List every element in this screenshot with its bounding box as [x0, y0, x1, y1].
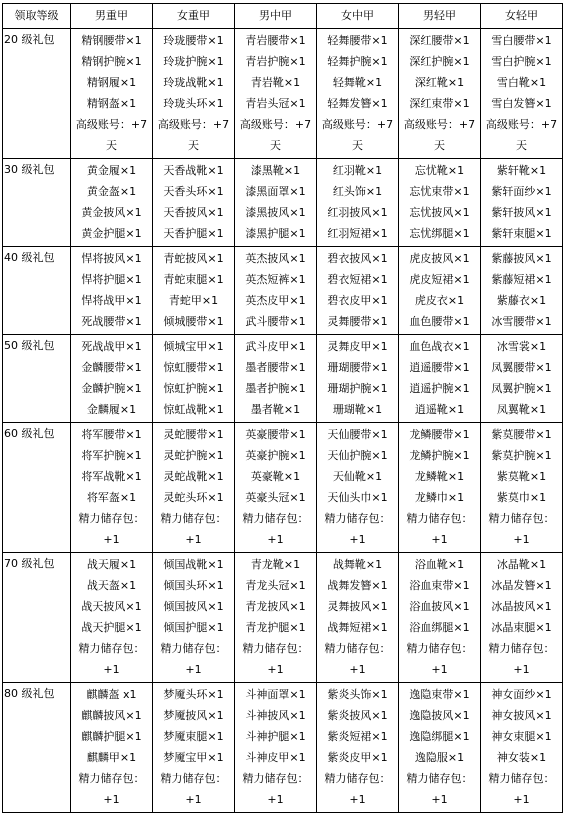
reward-item: 神女披风×1 — [491, 709, 552, 722]
reward-cell — [153, 553, 235, 683]
reward-item: 天 — [434, 139, 445, 152]
reward-item: +1 — [267, 793, 284, 806]
reward-item: 逸隐披风×1 — [409, 709, 470, 722]
level-cell — [3, 335, 71, 423]
reward-item: 高级账号：+7 — [485, 118, 558, 131]
reward-item: 灵蛇头环×1 — [163, 491, 224, 504]
reward-item: 英豪靴×1 — [250, 470, 301, 483]
reward-item: 斗神披风×1 — [245, 709, 306, 722]
reward-item: 龙鳞靴×1 — [414, 470, 465, 483]
reward-cell — [153, 335, 235, 423]
reward-item: 虎皮短裙×1 — [409, 273, 470, 286]
reward-item: 悍将战甲×1 — [81, 294, 142, 307]
reward-item: 倾城腰带×1 — [163, 315, 224, 328]
reward-cell — [399, 247, 481, 335]
reward-item: 精钢腰带×1 — [81, 34, 142, 47]
reward-cell — [71, 159, 153, 247]
reward-item: 金麟腰带×1 — [81, 361, 142, 374]
reward-item: 深红靴×1 — [414, 76, 465, 89]
table-row — [3, 247, 563, 335]
reward-item: 冰晶披风×1 — [491, 600, 552, 613]
reward-item: 轻舞发簪×1 — [327, 97, 388, 110]
reward-item: 惊虹护腕×1 — [163, 382, 224, 395]
reward-item: 精力储存包： — [160, 512, 227, 525]
reward-item: 紫炎短裙×1 — [327, 730, 388, 743]
reward-item: 神女束腿×1 — [491, 730, 552, 743]
reward-item: 神女装×1 — [496, 751, 547, 764]
reward-cell — [235, 159, 317, 247]
reward-cell — [481, 159, 563, 247]
reward-cell — [317, 683, 399, 813]
reward-item: 惊虹腰带×1 — [163, 361, 224, 374]
reward-item: +1 — [431, 533, 448, 546]
reward-item: 冰晶靴×1 — [496, 558, 547, 571]
reward-cell — [235, 335, 317, 423]
reward-item: 天仙靴×1 — [332, 470, 383, 483]
reward-item: 梦魇头环×1 — [163, 688, 224, 701]
reward-item: 逸隐服×1 — [414, 751, 465, 764]
reward-item: 忘忧披风×1 — [409, 206, 470, 219]
reward-item: 战舞靴×1 — [332, 558, 383, 571]
reward-item: 麒麟护腿×1 — [81, 730, 142, 743]
reward-item: 深红腰带×1 — [409, 34, 470, 47]
header-female-light: 女轻甲 — [481, 4, 563, 29]
reward-cell — [235, 553, 317, 683]
level-cell — [3, 159, 71, 247]
reward-item: 青岩护腕×1 — [245, 55, 306, 68]
reward-item: 玲珑战靴×1 — [163, 76, 224, 89]
reward-item: 倾城宝甲×1 — [163, 340, 224, 353]
reward-item: 灵蛇护腕×1 — [163, 449, 224, 462]
reward-cell — [399, 683, 481, 813]
table-body — [3, 29, 563, 813]
reward-cell — [481, 247, 563, 335]
reward-item: 轻舞靴×1 — [332, 76, 383, 89]
reward-cell — [317, 29, 399, 159]
reward-item: 墨者靴×1 — [250, 403, 301, 416]
reward-item: 紫莫护腕×1 — [491, 449, 552, 462]
reward-cell — [71, 423, 153, 553]
reward-item: 梦魇束腿×1 — [163, 730, 224, 743]
reward-item: 玲珑护腕×1 — [163, 55, 224, 68]
reward-item: 轻舞腰带×1 — [327, 34, 388, 47]
reward-item: 青龙靴×1 — [250, 558, 301, 571]
reward-item: 冰雪腰带×1 — [491, 315, 552, 328]
reward-item: +1 — [513, 793, 530, 806]
reward-item: 漆黑护腿×1 — [245, 227, 306, 240]
reward-cell — [481, 29, 563, 159]
reward-item: +1 — [103, 533, 120, 546]
reward-item: 碧衣短裙×1 — [327, 273, 388, 286]
reward-item: 黄金履×1 — [86, 164, 137, 177]
level-label: 80 级礼包 — [4, 687, 55, 700]
reward-item: 深红护腕×1 — [409, 55, 470, 68]
reward-item: 冰雪裳×1 — [496, 340, 547, 353]
level-cell — [3, 247, 71, 335]
reward-item: 忘忧束带×1 — [409, 185, 470, 198]
reward-item: 武斗皮甲×1 — [245, 340, 306, 353]
reward-item: +1 — [103, 793, 120, 806]
reward-item: 紫莫腰带×1 — [491, 428, 552, 441]
reward-item: +1 — [513, 533, 530, 546]
reward-item: 战天履×1 — [86, 558, 137, 571]
reward-item: 天 — [270, 139, 281, 152]
reward-item: 将军护腕×1 — [81, 449, 142, 462]
reward-item: 红羽靴×1 — [332, 164, 383, 177]
reward-item: 高级账号：+7 — [321, 118, 394, 131]
reward-item: 战舞发簪×1 — [327, 579, 388, 592]
reward-item: 漆黑面罩×1 — [245, 185, 306, 198]
reward-item: 天仙头巾×1 — [327, 491, 388, 504]
reward-item: 死战战甲×1 — [81, 340, 142, 353]
reward-item: 浴血束带×1 — [409, 579, 470, 592]
reward-item: 精力储存包： — [406, 772, 473, 785]
reward-cell — [71, 247, 153, 335]
header-female-heavy: 女重甲 — [153, 4, 235, 29]
reward-item: +1 — [103, 663, 120, 676]
reward-cell — [399, 29, 481, 159]
reward-item: 珊瑚护腕×1 — [327, 382, 388, 395]
reward-cell — [481, 553, 563, 683]
reward-item: 紫莫靴×1 — [496, 470, 547, 483]
level-cell — [3, 29, 71, 159]
reward-item: 青岩头冠×1 — [245, 97, 306, 110]
reward-item: 墨者护腕×1 — [245, 382, 306, 395]
reward-item: 红羽披风×1 — [327, 206, 388, 219]
table-row — [3, 29, 563, 159]
reward-cell — [235, 29, 317, 159]
reward-item: 紫炎头饰×1 — [327, 688, 388, 701]
reward-cell — [399, 423, 481, 553]
reward-item: 冰晶束腿×1 — [491, 621, 552, 634]
reward-item: +1 — [267, 663, 284, 676]
reward-item: 逍遥腰带×1 — [409, 361, 470, 374]
reward-item: 梦魇披风×1 — [163, 709, 224, 722]
reward-item: 惊虹战靴×1 — [163, 403, 224, 416]
reward-item: 精力储存包： — [78, 642, 145, 655]
reward-item: 英豪头冠×1 — [245, 491, 306, 504]
reward-item: 天香头环×1 — [163, 185, 224, 198]
gift-pack-table — [2, 3, 563, 813]
reward-item: +1 — [185, 533, 202, 546]
reward-item: 战舞短裙×1 — [327, 621, 388, 634]
level-label: 60 级礼包 — [4, 427, 55, 440]
table-row — [3, 335, 563, 423]
reward-item: 碧衣披风×1 — [327, 252, 388, 265]
reward-item: 虎皮披风×1 — [409, 252, 470, 265]
reward-item: 精力储存包： — [160, 642, 227, 655]
reward-item: 战天盔×1 — [86, 579, 137, 592]
header-male-heavy: 男重甲 — [71, 4, 153, 29]
reward-item: 龙鳞腰带×1 — [409, 428, 470, 441]
reward-item: 精钢护腕×1 — [81, 55, 142, 68]
level-cell — [3, 553, 71, 683]
level-cell — [3, 423, 71, 553]
reward-item: 玲珑腰带×1 — [163, 34, 224, 47]
reward-item: +1 — [349, 793, 366, 806]
reward-item: 梦魇宝甲×1 — [163, 751, 224, 764]
reward-item: 天仙护腕×1 — [327, 449, 388, 462]
reward-item: 将军战靴×1 — [81, 470, 142, 483]
reward-cell — [71, 29, 153, 159]
reward-cell — [71, 553, 153, 683]
reward-item: 青蛇甲×1 — [168, 294, 219, 307]
reward-item: 将军盔×1 — [86, 491, 137, 504]
reward-item: 忘忧绑腿×1 — [409, 227, 470, 240]
reward-item: 武斗腰带×1 — [245, 315, 306, 328]
reward-item: 紫轩披风×1 — [491, 206, 552, 219]
reward-item: 珊瑚腰带×1 — [327, 361, 388, 374]
reward-item: 雪白发簪×1 — [491, 97, 552, 110]
level-label: 20 级礼包 — [4, 33, 55, 46]
reward-cell — [71, 335, 153, 423]
reward-item: 精力储存包： — [242, 772, 309, 785]
reward-item: 将军腰带×1 — [81, 428, 142, 441]
level-label: 40 级礼包 — [4, 251, 55, 264]
reward-item: 浴血绑腿×1 — [409, 621, 470, 634]
header-male-light: 男轻甲 — [399, 4, 481, 29]
table-row — [3, 683, 563, 813]
reward-cell — [481, 423, 563, 553]
reward-item: 金麟履×1 — [86, 403, 137, 416]
reward-cell — [399, 335, 481, 423]
reward-item: 战天护腿×1 — [81, 621, 142, 634]
reward-item: 精力储存包： — [488, 512, 555, 525]
reward-item: 冰晶发簪×1 — [491, 579, 552, 592]
reward-item: 灵舞皮甲×1 — [327, 340, 388, 353]
reward-item: 倾国头环×1 — [163, 579, 224, 592]
reward-item: 黄金披风×1 — [81, 206, 142, 219]
reward-item: 倾国披风×1 — [163, 600, 224, 613]
reward-cell — [317, 247, 399, 335]
reward-item: 精力储存包： — [242, 512, 309, 525]
reward-item: 逸隐束带×1 — [409, 688, 470, 701]
reward-item: 血色腰带×1 — [409, 315, 470, 328]
reward-item: 高级账号：+7 — [75, 118, 148, 131]
header-female-medium: 女中甲 — [317, 4, 399, 29]
reward-item: 高级账号：+7 — [157, 118, 230, 131]
reward-cell — [153, 247, 235, 335]
reward-item: +1 — [349, 663, 366, 676]
reward-item: 紫藤衣×1 — [496, 294, 547, 307]
reward-item: 精力储存包： — [406, 642, 473, 655]
reward-item: 麒麟盔 x1 — [86, 688, 137, 701]
reward-item: 高级账号：+7 — [403, 118, 476, 131]
reward-cell — [317, 335, 399, 423]
reward-item: 深红束带×1 — [409, 97, 470, 110]
reward-item: 浴血披风×1 — [409, 600, 470, 613]
reward-item: 轻舞护腕×1 — [327, 55, 388, 68]
reward-item: 紫藤披风×1 — [491, 252, 552, 265]
reward-item: +1 — [349, 533, 366, 546]
reward-item: +1 — [431, 663, 448, 676]
reward-item: 雪白靴×1 — [496, 76, 547, 89]
reward-item: 青龙披风×1 — [245, 600, 306, 613]
reward-item: 灵蛇腰带×1 — [163, 428, 224, 441]
reward-item: 高级账号：+7 — [239, 118, 312, 131]
reward-item: 紫炎皮甲×1 — [327, 751, 388, 764]
reward-item: 悍将披风×1 — [81, 252, 142, 265]
reward-item: 英豪腰带×1 — [245, 428, 306, 441]
reward-item: 天 — [516, 139, 527, 152]
reward-item: 逍遥护腕×1 — [409, 382, 470, 395]
reward-item: 血色战衣×1 — [409, 340, 470, 353]
reward-item: 龙鳞护腕×1 — [409, 449, 470, 462]
reward-item: 天 — [106, 139, 117, 152]
reward-item: 英豪护腕×1 — [245, 449, 306, 462]
reward-cell — [235, 423, 317, 553]
reward-cell — [235, 247, 317, 335]
reward-cell — [153, 29, 235, 159]
reward-item: 红头饰×1 — [332, 185, 383, 198]
reward-item: 珊瑚靴×1 — [332, 403, 383, 416]
reward-item: 碧衣皮甲×1 — [327, 294, 388, 307]
reward-cell — [153, 159, 235, 247]
reward-item: 天 — [352, 139, 363, 152]
level-label: 50 级礼包 — [4, 339, 55, 352]
reward-item: 紫炎披风×1 — [327, 709, 388, 722]
reward-item: 灵蛇战靴×1 — [163, 470, 224, 483]
reward-item: 青蛇束腿×1 — [163, 273, 224, 286]
reward-item: 紫莫巾×1 — [496, 491, 547, 504]
reward-cell — [235, 683, 317, 813]
reward-item: 虎皮衣×1 — [414, 294, 465, 307]
reward-item: 紫轩面纱×1 — [491, 185, 552, 198]
reward-item: 漆黑披风×1 — [245, 206, 306, 219]
reward-cell — [399, 553, 481, 683]
header-level: 领取等级 — [3, 4, 71, 29]
reward-item: 逸隐绑腿×1 — [409, 730, 470, 743]
reward-cell — [481, 335, 563, 423]
reward-item: 青岩腰带×1 — [245, 34, 306, 47]
reward-item: 精力储存包： — [488, 642, 555, 655]
reward-item: 墨者腰带×1 — [245, 361, 306, 374]
reward-item: 英杰短裤×1 — [245, 273, 306, 286]
level-label: 70 级礼包 — [4, 557, 55, 570]
reward-item: 精力储存包： — [324, 642, 391, 655]
reward-cell — [399, 159, 481, 247]
reward-item: 精力储存包： — [406, 512, 473, 525]
table-row — [3, 553, 563, 683]
reward-item: 黄金护腿×1 — [81, 227, 142, 240]
reward-item: 凤翼护腕×1 — [491, 382, 552, 395]
reward-item: 忘忧靴×1 — [414, 164, 465, 177]
reward-item: 斗神护腿×1 — [245, 730, 306, 743]
reward-cell — [317, 159, 399, 247]
reward-item: 紫轩靴×1 — [496, 164, 547, 177]
reward-cell — [317, 423, 399, 553]
reward-item: +1 — [185, 793, 202, 806]
reward-item: 天香护腿×1 — [163, 227, 224, 240]
reward-item: 青龙头冠×1 — [245, 579, 306, 592]
reward-item: 凤翼靴×1 — [496, 403, 547, 416]
reward-item: 雪白腰带×1 — [491, 34, 552, 47]
reward-item: +1 — [185, 663, 202, 676]
table-row — [3, 159, 563, 247]
reward-item: 精钢盔×1 — [86, 97, 137, 110]
reward-item: 漆黑靴×1 — [250, 164, 301, 177]
reward-item: 倾国战靴×1 — [163, 558, 224, 571]
reward-item: 精力储存包： — [78, 772, 145, 785]
reward-item: 灵舞腰带×1 — [327, 315, 388, 328]
reward-item: 天仙腰带×1 — [327, 428, 388, 441]
reward-item: 斗神面罩×1 — [245, 688, 306, 701]
reward-item: 天香战靴×1 — [163, 164, 224, 177]
reward-item: 精力储存包： — [242, 642, 309, 655]
reward-item: 天 — [188, 139, 199, 152]
reward-item: 死战腰带×1 — [81, 315, 142, 328]
reward-item: 精力储存包： — [160, 772, 227, 785]
reward-item: 红羽短裙×1 — [327, 227, 388, 240]
reward-item: +1 — [513, 663, 530, 676]
reward-item: 精力储存包： — [324, 772, 391, 785]
reward-item: 天香披风×1 — [163, 206, 224, 219]
reward-item: 麒麟披风×1 — [81, 709, 142, 722]
reward-item: 浴血靴×1 — [414, 558, 465, 571]
reward-cell — [153, 683, 235, 813]
reward-cell — [317, 553, 399, 683]
reward-item: 凤翼腰带×1 — [491, 361, 552, 374]
reward-item: 紫藤短裙×1 — [491, 273, 552, 286]
table-row — [3, 423, 563, 553]
reward-item: 金麟护腕×1 — [81, 382, 142, 395]
reward-item: 麒麟甲×1 — [86, 751, 137, 764]
reward-cell — [153, 423, 235, 553]
reward-item: 英杰皮甲×1 — [245, 294, 306, 307]
reward-item: 青龙护腿×1 — [245, 621, 306, 634]
level-label: 30 级礼包 — [4, 163, 55, 176]
reward-item: +1 — [431, 793, 448, 806]
reward-item: 战天披风×1 — [81, 600, 142, 613]
header-male-medium: 男中甲 — [235, 4, 317, 29]
reward-item: 玲珑头环×1 — [163, 97, 224, 110]
reward-item: 悍将护腿×1 — [81, 273, 142, 286]
reward-item: 龙鳞巾×1 — [414, 491, 465, 504]
reward-item: 青岩靴×1 — [250, 76, 301, 89]
reward-item: +1 — [267, 533, 284, 546]
reward-item: 精力储存包： — [78, 512, 145, 525]
reward-cell — [481, 683, 563, 813]
reward-cell — [71, 683, 153, 813]
reward-item: 紫轩束腿×1 — [491, 227, 552, 240]
reward-item: 倾国护腿×1 — [163, 621, 224, 634]
reward-item: 神女面纱×1 — [491, 688, 552, 701]
reward-item: 雪白护腕×1 — [491, 55, 552, 68]
reward-item: 斗神皮甲×1 — [245, 751, 306, 764]
reward-item: 精钢履×1 — [86, 76, 137, 89]
reward-item: 青蛇披风×1 — [163, 252, 224, 265]
reward-item: 灵舞披风×1 — [327, 600, 388, 613]
reward-item: 精力储存包： — [324, 512, 391, 525]
level-cell — [3, 683, 71, 813]
header-row — [3, 4, 563, 29]
reward-item: 精力储存包： — [488, 772, 555, 785]
reward-item: 黄金盔×1 — [86, 185, 137, 198]
reward-item: 英杰披风×1 — [245, 252, 306, 265]
reward-item: 逍遥靴×1 — [414, 403, 465, 416]
